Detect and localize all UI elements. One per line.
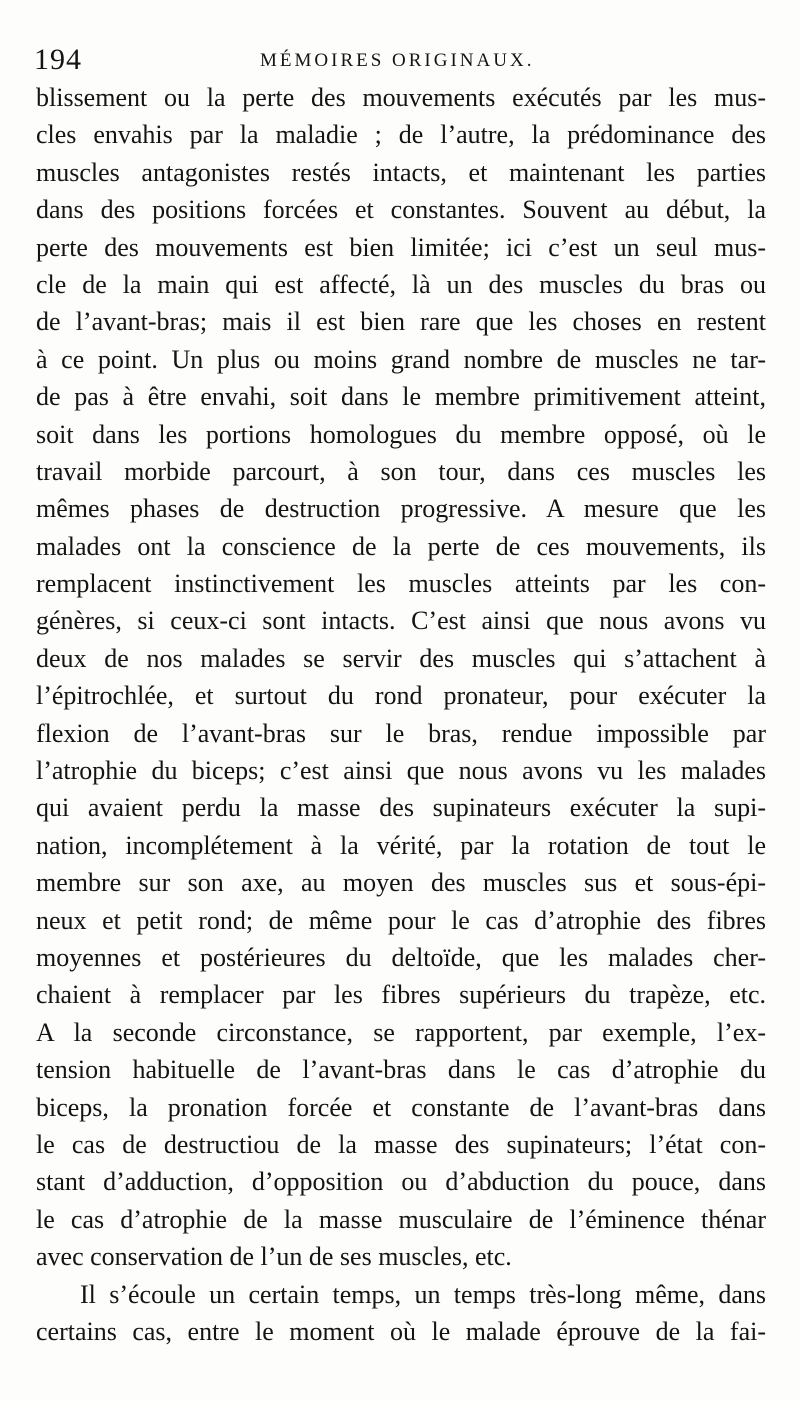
text-line: le cas d’atrophie de la masse musculaire de l’éminence thénar xyxy=(36,1204,766,1234)
text-line: malades ont la conscience de la perte de ces mouvements, ils xyxy=(36,531,766,561)
text-line: à ce point. Un plus ou moins grand nombre de muscles ne tar- xyxy=(36,344,766,374)
text-line: de pas à être envahi, soit dans le membre primitivement atteint, xyxy=(36,382,766,412)
text-line: mêmes phases de destruction progressive. A mesure que les xyxy=(36,494,766,524)
text-line: l’épitrochlée, et surtout du rond pronateur, pour exécuter la xyxy=(36,681,766,711)
text-line: remplacent instinctivement les muscles atteints par les con- xyxy=(36,569,766,599)
text-line: Il s’écoule un certain temps, un temps très-long même, dans xyxy=(80,1279,766,1309)
page-header xyxy=(30,40,770,80)
text-line: tension habituelle de l’avant-bras dans le cas d’atrophie du xyxy=(36,1055,766,1085)
text-line: biceps, la pronation forcée et constante de l’avant-bras dans xyxy=(36,1092,766,1122)
text-line: cle de la main qui est affecté, là un des muscles du bras ou xyxy=(36,269,766,299)
text-line: stant d’adduction, d’opposition ou d’abduction du pouce, dans xyxy=(36,1167,766,1197)
text-line: certains cas, entre le moment où le malade éprouve de la fai- xyxy=(36,1316,766,1346)
body-text xyxy=(36,79,766,1350)
text-line: flexion de l’avant-bras sur le bras, rendue impossible par xyxy=(36,718,766,748)
text-line: moyennes et postérieures du deltoïde, que les malades cher- xyxy=(36,942,766,972)
text-line: chaient à remplacer par les fibres supérieurs du trapèze, etc. xyxy=(36,980,766,1010)
text-line: membre sur son axe, au moyen des muscles sus et sous-épi- xyxy=(36,868,766,898)
text-line: soit dans les portions homologues du membre opposé, où le xyxy=(36,419,766,449)
paragraph-1 xyxy=(36,79,766,1276)
text-line: avec conservation de l’un de ses muscles, etc. xyxy=(36,1242,512,1272)
text-line: l’atrophie du biceps; c’est ainsi que nous avons vu les malades xyxy=(36,756,766,786)
text-line: dans des positions forcées et constantes. Souvent au début, la xyxy=(36,195,766,225)
running-head: MÉMOIRES ORIGINAUX. xyxy=(260,50,535,71)
paragraph-2 xyxy=(36,1276,766,1351)
text-line: neux et petit rond; de même pour le cas d’atrophie des fibres xyxy=(36,905,766,935)
text-line: A la seconde circonstance, se rapportent, par exemple, l’ex- xyxy=(36,1017,766,1047)
page-number: 194 xyxy=(34,43,82,76)
text-line: génères, si ceux-ci sont intacts. C’est ainsi que nous avons vu xyxy=(36,606,766,636)
text-line: le cas de destructiou de la masse des supinateurs; l’état con- xyxy=(36,1129,766,1159)
text-line: muscles antagonistes restés intacts, et maintenant les parties xyxy=(36,157,766,187)
text-line: blissement ou la perte des mouvements exécutés par les mus- xyxy=(36,83,766,112)
text-line: qui avaient perdu la masse des supinateurs exécuter la supi- xyxy=(36,793,766,823)
text-line: travail morbide parcourt, à son tour, dans ces muscles les xyxy=(36,456,766,486)
text-line: de l’avant-bras; mais il est bien rare que les choses en restent xyxy=(36,307,766,337)
text-line: nation, incomplétement à la vérité, par la rotation de tout le xyxy=(36,830,766,860)
text-line: perte des mouvements est bien limitée; ici c’est un seul mus- xyxy=(36,232,766,262)
text-line: cles envahis par la maladie ; de l’autre, la prédominance des xyxy=(36,120,766,150)
text-line: deux de nos malades se servir des muscles qui s’attachent à xyxy=(36,643,766,673)
